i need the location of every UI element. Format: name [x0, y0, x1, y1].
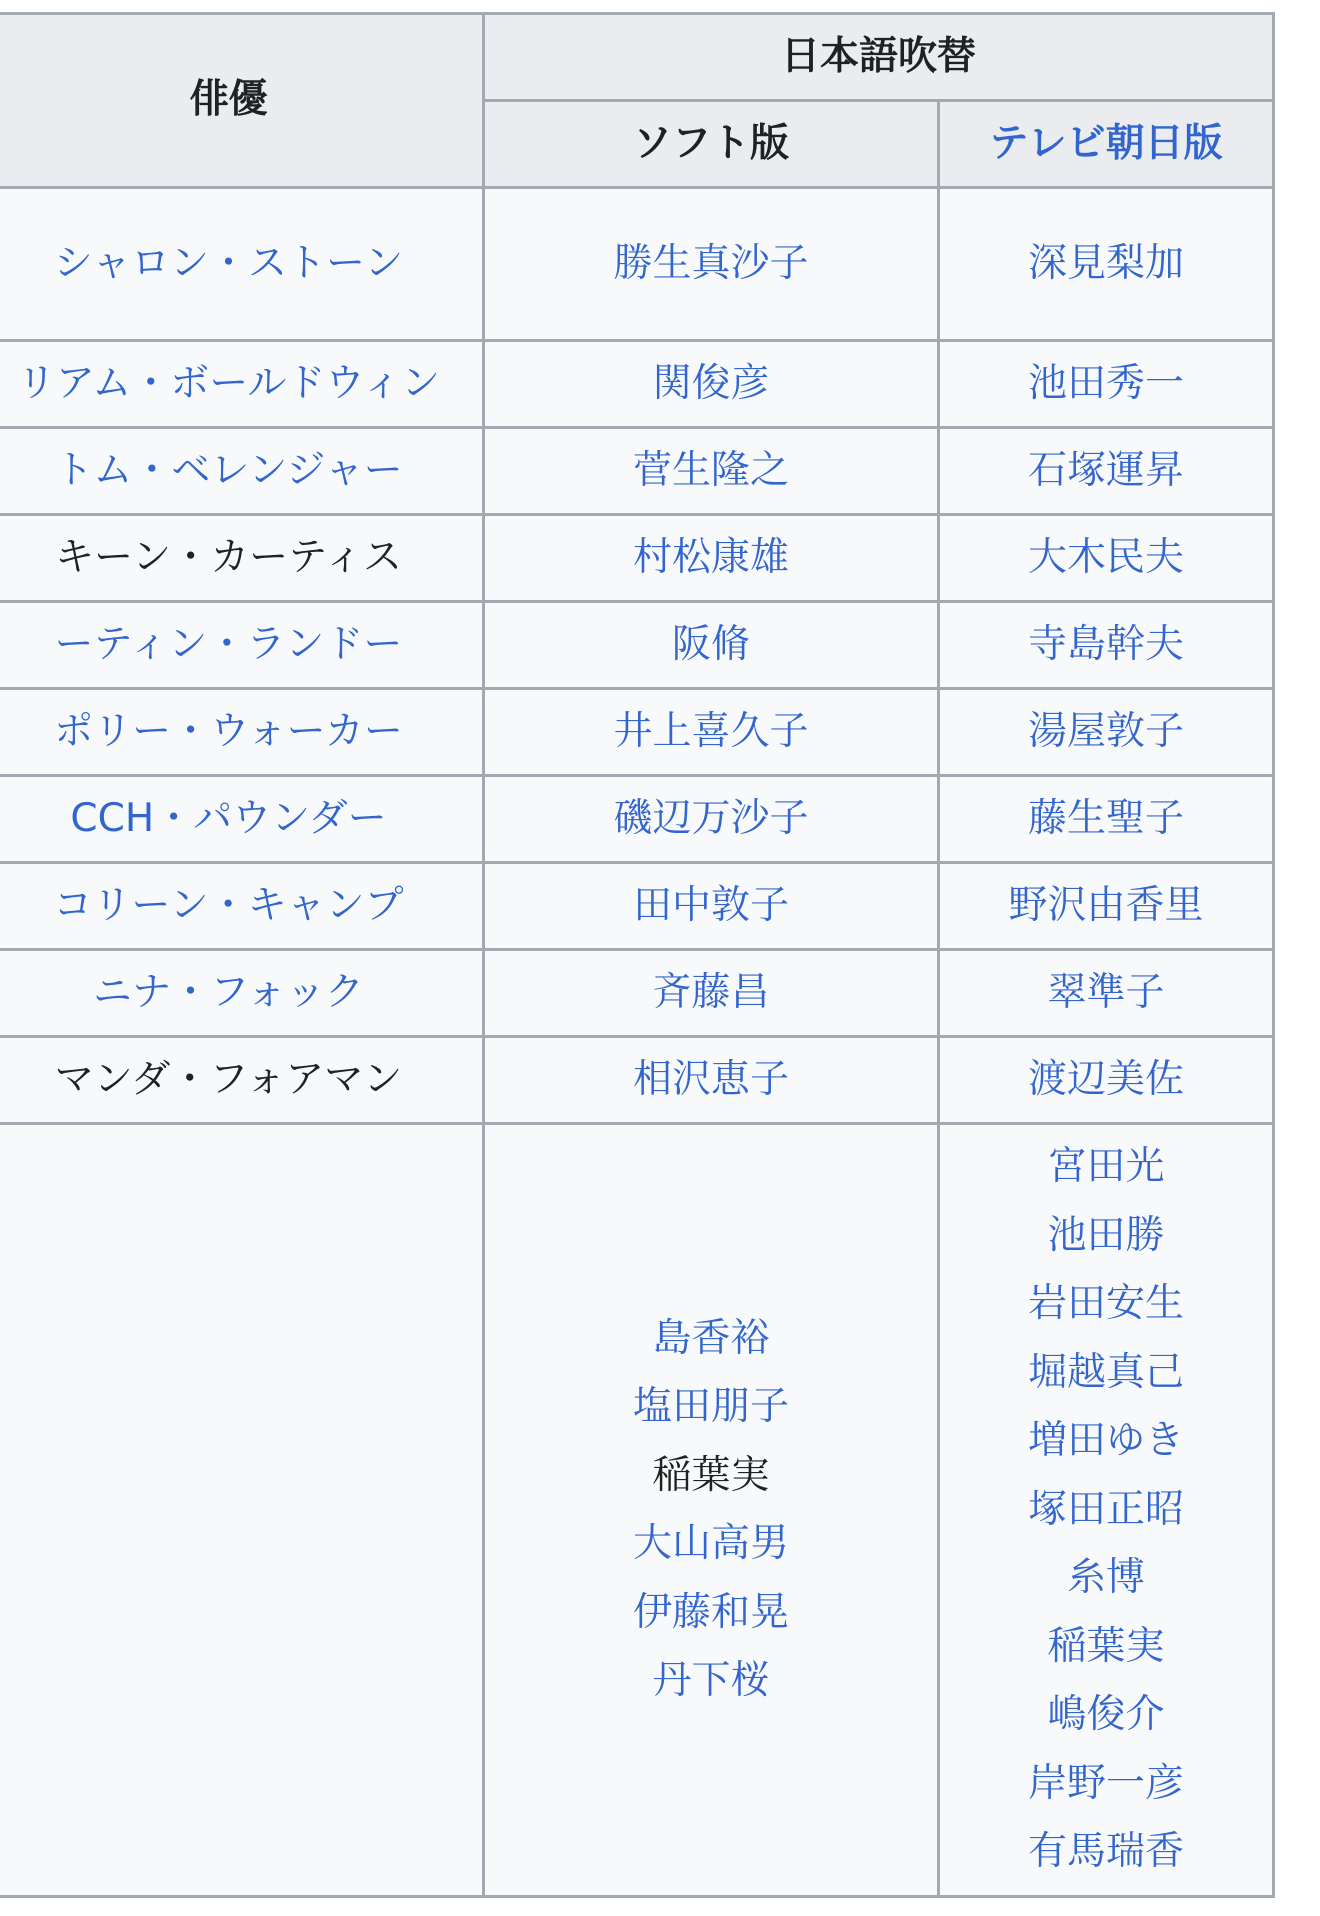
tv-voice-link[interactable]: 野沢由香里	[1008, 882, 1204, 928]
soft-voice-cell	[484, 689, 939, 776]
soft-voice-name: 稲葉実	[652, 1452, 770, 1498]
tv-voice-link[interactable]: 寺島幹夫	[1027, 621, 1184, 667]
header-actor: 俳優	[0, 14, 484, 188]
actor-link[interactable]: シャロン・ストーン	[53, 240, 404, 286]
actor-link[interactable]: コリーン・キャンプ	[53, 882, 404, 928]
soft-voice-link[interactable]: 塩田朋子	[632, 1384, 789, 1429]
tv-voice-link[interactable]: 池田勝	[1047, 1212, 1165, 1258]
tv-voice-link[interactable]: 増田ゆき	[1027, 1418, 1184, 1464]
soft-voice-link[interactable]: 斉藤昌	[652, 969, 770, 1015]
table-row	[0, 1037, 1274, 1124]
tv-voice-cell	[939, 341, 1274, 428]
tv-voice-cell-list	[939, 1124, 1274, 1897]
tv-voice-link[interactable]: 大木民夫	[1027, 534, 1184, 580]
tv-voice-link[interactable]: 藤生聖子	[1027, 795, 1184, 841]
actor-link[interactable]: ポリー・ウォーカー	[54, 708, 403, 754]
tv-voice-link[interactable]: 岩田安生	[1027, 1281, 1184, 1327]
tv-voice-cell	[939, 776, 1274, 863]
soft-voice-link[interactable]: 大山高男	[632, 1521, 789, 1566]
tv-voice-link[interactable]: 石塚運昇	[1027, 447, 1184, 493]
soft-voice-cell	[484, 863, 939, 950]
actor-name: マンダ・フォアマン	[54, 1056, 403, 1102]
tv-voice-cell	[939, 188, 1274, 341]
soft-voice-link[interactable]: 磯辺万沙子	[613, 795, 809, 841]
table-row	[0, 428, 1274, 515]
soft-voice-link[interactable]: 井上喜久子	[613, 708, 809, 754]
tv-voice-cell	[939, 950, 1274, 1037]
table-row	[0, 515, 1274, 602]
tv-voice-list	[940, 1133, 1272, 1887]
tv-voice-link[interactable]: 塚田正昭	[1027, 1486, 1184, 1532]
actor-cell	[0, 689, 484, 776]
table-row-other-roles	[0, 1124, 1274, 1897]
soft-voice-cell	[484, 515, 939, 602]
soft-voice-cell	[484, 950, 939, 1037]
actor-link[interactable]: リアム・ボールドウィン	[16, 360, 441, 406]
soft-voice-link[interactable]: 関俊彦	[652, 360, 770, 406]
actor-cell	[0, 863, 484, 950]
voice-cast-table	[0, 12, 1275, 1898]
soft-voice-link[interactable]: 島香裕	[652, 1315, 770, 1361]
soft-voice-list	[485, 1305, 937, 1716]
table-row	[0, 776, 1274, 863]
actor-cell	[0, 341, 484, 428]
actor-cell	[0, 1037, 484, 1124]
actor-cell	[0, 602, 484, 689]
header-dub-group: 日本語吹替	[484, 14, 1274, 101]
actor-link[interactable]: CCH・パウンダー	[70, 795, 387, 841]
tv-voice-link[interactable]: 堀越真己	[1027, 1349, 1184, 1395]
soft-voice-link[interactable]: 阪脩	[671, 621, 750, 667]
tv-voice-link[interactable]: 池田秀一	[1027, 360, 1184, 406]
actor-cell	[0, 515, 484, 602]
table-row	[0, 341, 1274, 428]
soft-voice-link[interactable]: 菅生隆之	[632, 447, 789, 493]
table-row	[0, 950, 1274, 1037]
soft-voice-link[interactable]: 丹下桜	[652, 1658, 770, 1703]
soft-voice-cell	[484, 188, 939, 341]
table-row	[0, 188, 1274, 341]
actor-cell	[0, 776, 484, 863]
soft-voice-link[interactable]: 田中敦子	[632, 882, 789, 928]
header-tv-asahi-version	[939, 101, 1274, 188]
tv-voice-cell	[939, 689, 1274, 776]
soft-voice-cell	[484, 428, 939, 515]
tv-voice-link[interactable]: 糸博	[1066, 1555, 1145, 1601]
tv-voice-link[interactable]: 翠準子	[1047, 969, 1165, 1015]
soft-voice-link[interactable]: 勝生真沙子	[613, 240, 809, 286]
header-soft-version: ソフト版	[484, 101, 939, 188]
actor-cell	[0, 950, 484, 1037]
tv-voice-link[interactable]: 宮田光	[1047, 1144, 1165, 1190]
soft-voice-cell	[484, 776, 939, 863]
table-row	[0, 689, 1274, 776]
tv-voice-link[interactable]: 深見梨加	[1027, 240, 1184, 286]
soft-voice-cell	[484, 341, 939, 428]
soft-voice-cell-list	[484, 1124, 939, 1897]
tv-voice-link[interactable]: 渡辺美佐	[1027, 1056, 1184, 1102]
tv-voice-cell	[939, 863, 1274, 950]
tv-voice-cell	[939, 602, 1274, 689]
soft-voice-cell	[484, 602, 939, 689]
tv-asahi-link[interactable]: テレビ朝日版	[989, 120, 1223, 166]
tv-voice-link[interactable]: 岸野一彦	[1027, 1760, 1184, 1806]
actor-cell-empty	[0, 1124, 484, 1897]
tv-voice-cell	[939, 1037, 1274, 1124]
soft-voice-link[interactable]: 伊藤和晃	[632, 1589, 789, 1635]
actor-link[interactable]: ニナ・フォック	[92, 969, 365, 1015]
tv-voice-link[interactable]: 有馬瑞香	[1027, 1829, 1184, 1875]
tv-voice-cell	[939, 515, 1274, 602]
actor-link[interactable]: ーティン・ランドー	[54, 621, 403, 667]
soft-voice-cell	[484, 1037, 939, 1124]
actor-cell	[0, 428, 484, 515]
soft-voice-link[interactable]: 相沢恵子	[632, 1056, 789, 1102]
actor-cell	[0, 188, 484, 341]
actor-link[interactable]: トム・ベレンジャー	[54, 447, 403, 493]
tv-voice-link[interactable]: 嶋俊介	[1047, 1692, 1165, 1738]
tv-voice-cell	[939, 428, 1274, 515]
table-row	[0, 602, 1274, 689]
table-row	[0, 863, 1274, 950]
actor-name: キーン・カーティス	[54, 534, 403, 580]
tv-voice-link[interactable]: 湯屋敦子	[1027, 708, 1184, 754]
soft-voice-link[interactable]: 村松康雄	[632, 534, 789, 580]
tv-voice-link[interactable]: 稲葉実	[1047, 1623, 1165, 1669]
